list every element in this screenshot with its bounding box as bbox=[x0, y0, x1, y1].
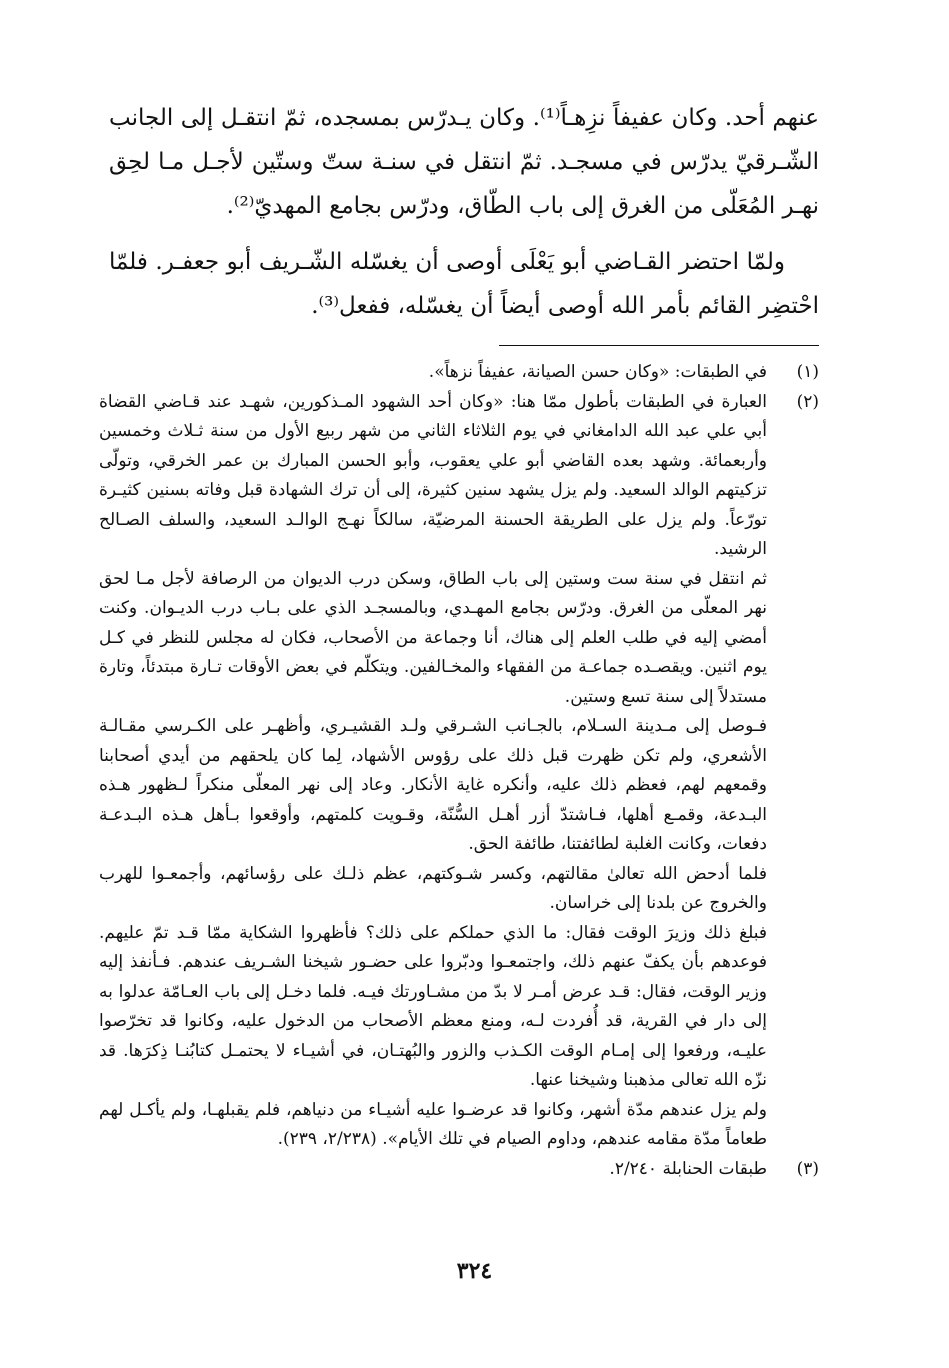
footnote-paragraph: في الطبقات: «وكان حسن الصيانة، عفيفاً نزهاً». bbox=[428, 362, 767, 382]
main-paragraph: عنهم أحد. وكان عفيفاً نزِهـاً⁽¹⁾. وكان يـدرّس بمسجده، ثمّ انتقـل إلى الجانب الشّـرقيّ يدرّس في مسجـد. ثمّ انتقل في سنـة ستّ وستّين لأجـل مـا لحِق نهـر المُعَلّى من الغرق إلى باب الطّاق، ودرّس بجامع المهديّ⁽²⁾. bbox=[109, 105, 819, 219]
footnote-paragraph: طبقات الحنابلة ٢/٢٤٠. bbox=[609, 1158, 767, 1179]
footnote-body bbox=[99, 1155, 767, 1185]
footnote-paragraph: فلما أدحض الله تعالىٰ مقالتهم، وكسر شـوكتهم، عظم ذلـك على رؤسائهم، وأجمعـوا للهرب والخروج عن بلدنا إلى خراسان. bbox=[99, 863, 767, 913]
footnote-body bbox=[99, 358, 767, 388]
footnote-body bbox=[99, 388, 767, 1155]
footnote bbox=[99, 1155, 819, 1185]
main-text bbox=[109, 96, 819, 340]
footnote-paragraph: فـوصل إلى مـدينة السـلام، بالجـانب الشـرقي ولـد القشيـري، وأظهـر على الكـرسي مقـالـة الأشعري، ولم تكن ظهرت قبل ذلك على رؤوس الأشهاد، لِما كان يلحقهم من أيدي أصحابنا وقمعهم لهم، فعظم ذلك عليه، وأنكره غاية الأنكار. وعاد إلى نهر المعلّى منكراً لـظهور هـذه البـدعة، وقمـع أهلها، فـاشتدّ أزر أهـل السُّنّة، وقـويت كلمتهم، وأوقعوا بـأهل هـذه البـدعـة دفعات، وكانت الغلبة لطائفتنا، طائفة الحق. bbox=[99, 716, 767, 854]
footnote bbox=[99, 358, 819, 388]
footnote bbox=[99, 388, 819, 1155]
footnote-number: (١) bbox=[796, 362, 819, 382]
page-number: ٣٢٤ bbox=[456, 1258, 493, 1284]
footnote-paragraph: العبارة في الطبقات بأطول ممّا هنا: «وكان أحد الشهود المـذكورين، شهـد عند قـاضي القضاة أبي علي عبد الله الدامغاني في يوم الثلاثاء الثاني من شهر ربيع الأول من سنة ثـلاث وخمسين وأربعمائة. وشهد بعده القاضي أبو علي يعقوب، وأبو الحسن المبارك بن عمر الخرقي، وتولّى تزكيتهم الوالد السعيد. ولم يزل يشهد سنين كثيرة، إلى أن ترك الشهادة قبل وفاته بسنين كثيـرة تورّعاً. ولم يزل على الطريقة الحسنة المرضيّة، سالكاً نهـج الوالـد السعيد، والسلف الصـالح الرشيد. bbox=[99, 391, 767, 559]
footnote-number: (٢) bbox=[796, 391, 819, 412]
footnote-paragraph: ولم يزل عندهم مدّة أشهر، وكانوا قد عرضـوا عليه أشيـاء من دنياهم، فلم يقبلهـا، ولم يأكـل لهم طعاماً مدّة مقامه عندهم، وداوم الصيام في تلك الأيام». (٢/٢٣٨، ٢٣٩). bbox=[99, 1099, 767, 1149]
footnote-number: (٣) bbox=[796, 1158, 819, 1179]
footnote-paragraph: ثم انتقل في سنة ست وستين إلى باب الطاق، وسكن درب الديوان من الرصافة لأجل مـا لحق نهر المعلّى من الغرق. ودرّس بجامع المهـدي، وبالمسجـد الذي على بـاب درب الديـوان. وكنت أمضي إليه في طلب العلم إلى هناك، أنا وجماعة من الأصحاب، فكان له مجلس للنظر في كـل يوم اثنين. ويقصـده جماعـة من الفقهاء والمخـالفين. ويتكلّم في بعض الأوقات تـارة مبتدئاً، وتارة مستدلاً إلى سنة تسع وستين. bbox=[99, 568, 767, 707]
footnote-separator bbox=[499, 345, 819, 346]
main-paragraph: ولمّا احتضر القـاضي أبو يَعْلَى أوصى أن يغسّله الشّـريف أبو جعفـر. فلمّا احْتضِر القائم بأمر الله أوصى أيضاً أن يغسّله، ففعل⁽³⁾. bbox=[109, 249, 819, 319]
footnotes bbox=[99, 358, 819, 1184]
footnote-paragraph: فبلغ ذلك وزيرَ الوقت فقال: ما الذي حملكم على ذلك؟ فأظهروا الشكاية ممّا قـد تمّ عليهم. فوعدهم بأن يكفّ عنهم ذلك، واجتمعـوا ودبّروا على حضـور شيخنا الشـريف عندهم. فـأنفذ إليه وزير الوقت، فقال: قـد عرض أمـر لا بدّ من مشـاورتك فيـه. فلما دخـل إلى باب العـامّة عدلوا به إلى دار في القرية، قد أُفردت لـه، ومنع معظم الأصحاب من الدخول عليه، وكانوا قد تخرّصوا عليـه، ورفعوا إلى إمـام الوقت الكـذب والزور والبُهتـان، في أشيـاء لا يحتمـل كتابُنـا ذِكرَها. قد نزّه الله تعالى مذهبنا وشيخنا عنها. bbox=[99, 922, 767, 1090]
